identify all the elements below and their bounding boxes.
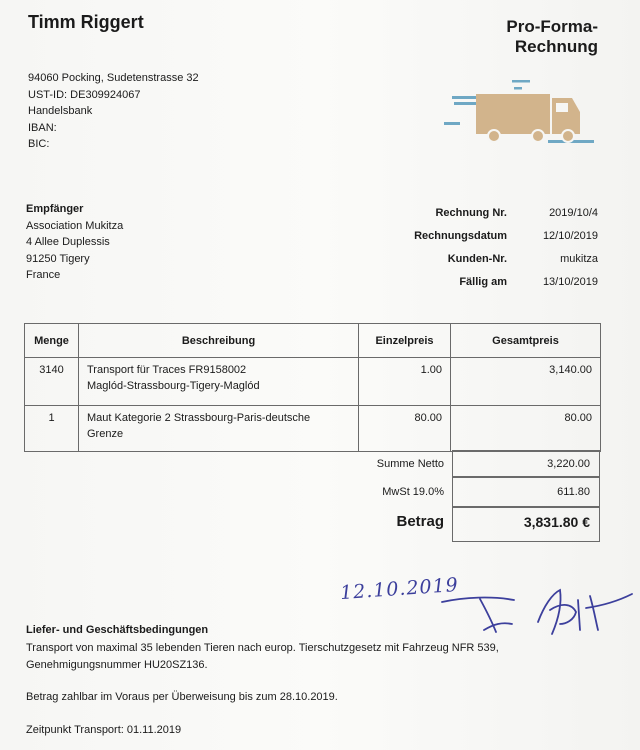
truck-trailer bbox=[476, 94, 550, 134]
row-description bbox=[79, 358, 359, 406]
header-total-price: Gesamtpreis bbox=[451, 324, 601, 358]
meta-value-customer-no: mukitza bbox=[560, 253, 598, 265]
table-header-row bbox=[25, 324, 601, 358]
truck-wheel bbox=[562, 130, 574, 142]
meta-label-due-date: Fällig am bbox=[459, 276, 507, 288]
payment-terms: Betrag zahlbar im Voraus per Überweisung bis zum 28.10.2019. bbox=[26, 691, 338, 703]
betrag-label: Betrag bbox=[396, 513, 444, 530]
meta-label-customer-no: Kunden-Nr. bbox=[447, 253, 507, 265]
truck-icon bbox=[442, 76, 602, 150]
terms-heading: Liefer- und Geschäftsbedingungen bbox=[26, 624, 209, 636]
handwritten-date: 12.10.2019 bbox=[339, 573, 460, 605]
speed-line bbox=[454, 102, 478, 105]
row-description bbox=[79, 406, 359, 452]
meta-value-invoice-date: 12/10/2019 bbox=[542, 230, 598, 242]
terms-line1: Transport von maximal 35 lebenden Tieren nach europ. Tierschutzgesetz mit Fahrzeug NFR 539, bbox=[26, 642, 499, 654]
row-description-line2: Maglód-Strassbourg-Tigery-Maglód bbox=[87, 380, 260, 392]
truck-wheel bbox=[532, 130, 544, 142]
row-qty: 1 bbox=[25, 406, 79, 452]
transport-time: Zeitpunkt Transport: 01.11.2019 bbox=[26, 724, 182, 736]
betrag-value: 3,831.80 € bbox=[523, 514, 590, 530]
truck-wheel bbox=[488, 130, 500, 142]
netto-label: Summe Netto bbox=[376, 458, 444, 470]
items-table bbox=[24, 323, 601, 452]
row-description-line2: Grenze bbox=[87, 428, 124, 440]
document-title bbox=[506, 17, 598, 57]
meta-value-invoice-no: 2019/10/4 bbox=[549, 207, 598, 219]
row-total-price: 80.00 bbox=[451, 406, 601, 452]
row-unit-price: 80.00 bbox=[359, 406, 451, 452]
signature-stroke bbox=[538, 590, 632, 634]
row-unit-price: 1.00 bbox=[359, 358, 451, 406]
signature bbox=[440, 580, 636, 642]
header-description: Beschreibung bbox=[79, 324, 359, 358]
truck-window bbox=[556, 103, 568, 112]
recipient-city: 91250 Tigery bbox=[26, 252, 90, 265]
recipient-block bbox=[26, 201, 123, 284]
meta-label-invoice-date: Rechnungsdatum bbox=[414, 230, 507, 242]
sender-bank: Handelsbank bbox=[28, 105, 93, 117]
speed-line bbox=[444, 122, 460, 125]
meta-value-due-date: 13/10/2019 bbox=[542, 276, 598, 288]
row-total-price: 3,140.00 bbox=[451, 358, 601, 406]
mwst-value: 611.80 bbox=[557, 486, 590, 498]
recipient-street: 4 Allee Duplessis bbox=[26, 236, 110, 248]
row-description-line1: Transport für Traces FR9158002 bbox=[87, 364, 247, 376]
recipient-heading: Empfänger bbox=[26, 203, 84, 215]
speed-line bbox=[514, 87, 522, 90]
document-title-line1: Pro-Forma- bbox=[506, 17, 598, 36]
meta-label-invoice-no: Rechnung Nr. bbox=[435, 207, 507, 219]
sender-address: 94060 Pocking, Sudetenstrasse 32 bbox=[28, 72, 199, 84]
sender-name: Timm Riggert bbox=[28, 12, 144, 32]
sender-details bbox=[28, 70, 199, 153]
row-description-line1: Maut Kategorie 2 Strassbourg-Paris-deutsche bbox=[87, 412, 311, 424]
netto-value: 3,220.00 bbox=[547, 458, 590, 470]
terms-line2: Genehmigungsnummer HU20SZ136. bbox=[26, 659, 208, 671]
row-qty: 3140 bbox=[25, 358, 79, 406]
sender-ust-id: UST-ID: DE309924067 bbox=[28, 88, 141, 101]
sender-iban: IBAN: bbox=[28, 121, 57, 134]
speed-line bbox=[512, 80, 530, 83]
table-row bbox=[25, 406, 601, 452]
signature-stroke bbox=[442, 598, 514, 632]
recipient-country: France bbox=[26, 269, 61, 281]
mwst-label: MwSt 19.0% bbox=[382, 486, 444, 498]
recipient-name: Association Mukitza bbox=[26, 219, 124, 232]
header-unit-price: Einzelpreis bbox=[359, 324, 451, 358]
table-row bbox=[25, 358, 601, 406]
sender-bic: BIC: bbox=[28, 138, 50, 150]
document-title-line2: Rechnung bbox=[514, 37, 598, 56]
header-qty: Menge bbox=[25, 324, 79, 358]
